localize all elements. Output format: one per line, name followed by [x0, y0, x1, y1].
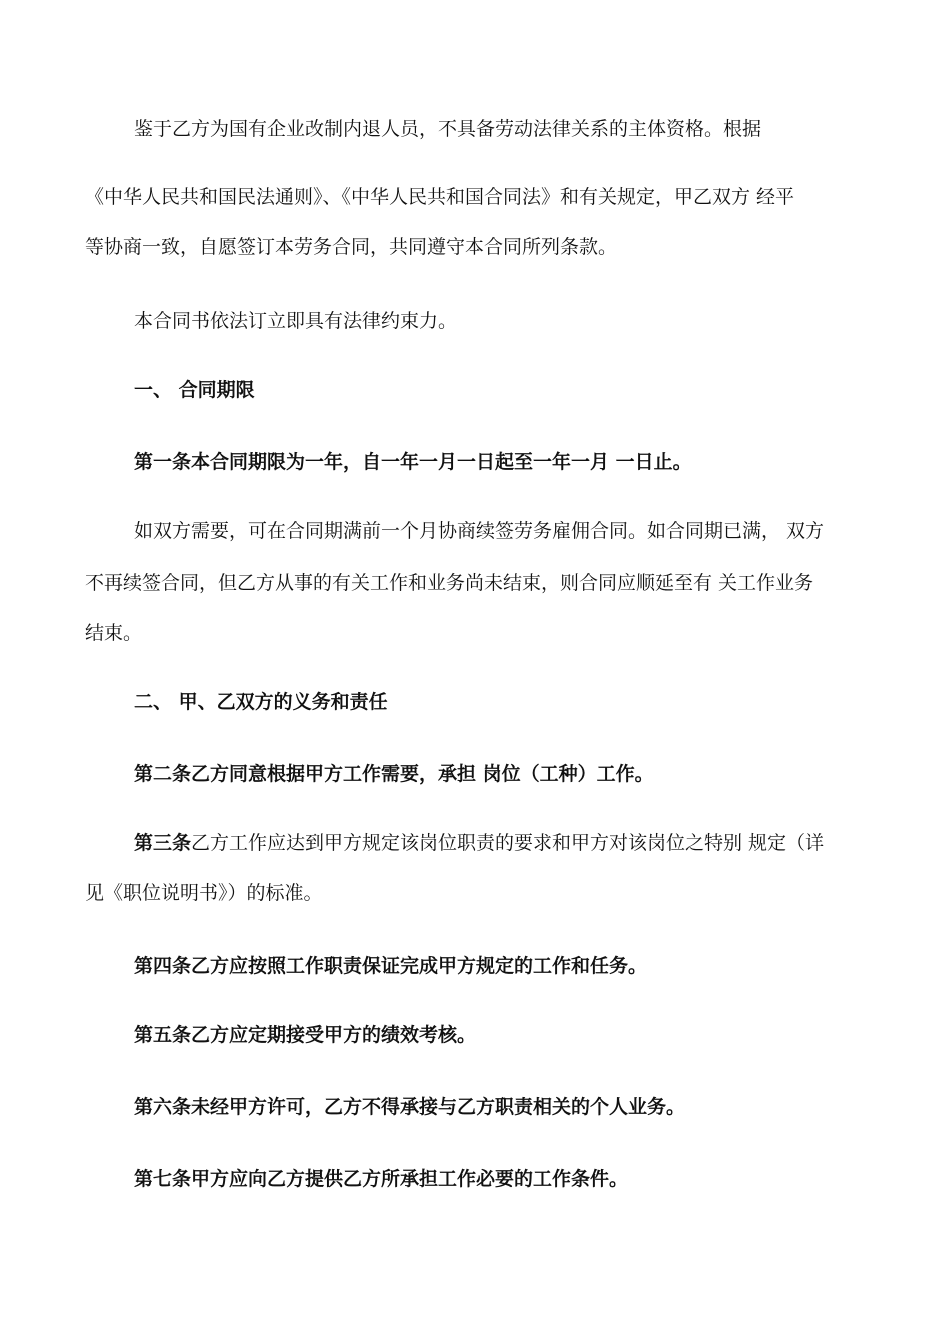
article-7: 第七条甲方应向乙方提供乙方所承担工作必要的工作条件。: [134, 1168, 629, 1190]
renewal-line-3: 结束。: [85, 622, 143, 644]
article-3-line-1: [134, 830, 875, 856]
article-3-line-2: 见《职位说明书》）的标准。: [85, 882, 323, 904]
intro-line-1: 鉴于乙方为国有企业改制内退人员，不具备劳动法律关系的主体资格。根据: [134, 118, 762, 140]
article-2: 第二条乙方同意根据甲方工作需要，承担 岗位（工种）工作。: [134, 763, 654, 785]
binding-clause: 本合同书依法订立即具有法律约束力。: [134, 310, 458, 332]
article-1: 第一条本合同期限为一年，自一年一月一日起至一年一月 一日止。: [134, 451, 692, 473]
article-3-label: 第三条: [134, 832, 192, 854]
renewal-line-1: 如双方需要，可在合同期满前一个月协商续签劳务雇佣合同。如合同期已满， 双方: [134, 520, 825, 542]
article-5: 第五条乙方应定期接受甲方的绩效考核。: [134, 1024, 477, 1046]
section-2-heading: 二、 甲、乙双方的义务和责任: [134, 691, 388, 713]
renewal-line-2: 不再续签合同，但乙方从事的有关工作和业务尚未结束，则合同应顺延至有 关工作业务: [85, 572, 814, 594]
article-3-text: 乙方工作应达到甲方规定该岗位职责的要求和甲方对该岗位之特别 规定（详: [191, 832, 825, 854]
intro-line-3: 等协商一致，自愿签订本劳务合同，共同遵守本合同所列条款。: [85, 236, 618, 258]
section-1-heading: 一、 合同期限: [134, 379, 255, 401]
intro-line-2: 《中华人民共和国民法通则》、《中华人民共和国合同法》和有关规定，甲乙双方 经平: [85, 186, 795, 208]
article-4: 第四条乙方应按照工作职责保证完成甲方规定的工作和任务。: [134, 955, 648, 977]
article-6: 第六条未经甲方许可，乙方不得承接与乙方职责相关的个人业务。: [134, 1096, 686, 1118]
